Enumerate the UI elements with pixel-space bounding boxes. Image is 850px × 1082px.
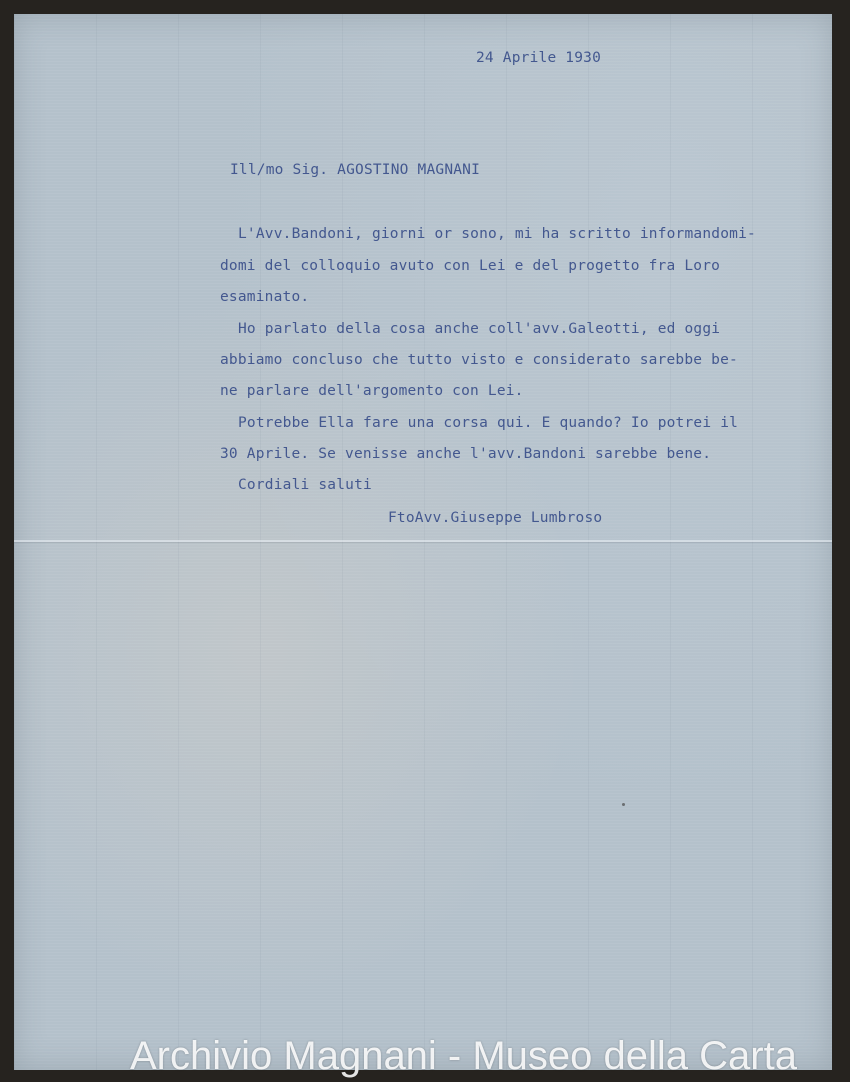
body-line: 30 Aprile. Se venisse anche l'avv.Bandoni sarebbe bene. <box>220 446 712 462</box>
body-line: abbiamo concluso che tutto visto e considerato sarebbe be- <box>220 352 738 368</box>
paper-speck <box>622 803 625 806</box>
body-line: Cordiali saluti <box>238 477 372 493</box>
body-line: Ho parlato della cosa anche coll'avv.Galeotti, ed oggi <box>238 321 721 337</box>
paper-fold-line <box>14 540 832 542</box>
body-line: ne parlare dell'argomento con Lei. <box>220 383 524 399</box>
letter-signature: FtoAvv.Giuseppe Lumbroso <box>388 510 603 526</box>
body-line: esaminato. <box>220 289 310 305</box>
archive-watermark: Archivio Magnani - Museo della Carta <box>130 1034 797 1078</box>
body-line: domi del colloquio avuto con Lei e del progetto fra Loro <box>220 258 721 274</box>
body-line: L'Avv.Bandoni, giorni or sono, mi ha scritto informandomi- <box>238 226 756 242</box>
letter-date: 24 Aprile 1930 <box>476 50 602 66</box>
body-line: Potrebbe Ella fare una corsa qui. E quando? Io potrei il <box>238 415 739 431</box>
letter-recipient: Ill/mo Sig. AGOSTINO MAGNANI <box>230 162 481 178</box>
